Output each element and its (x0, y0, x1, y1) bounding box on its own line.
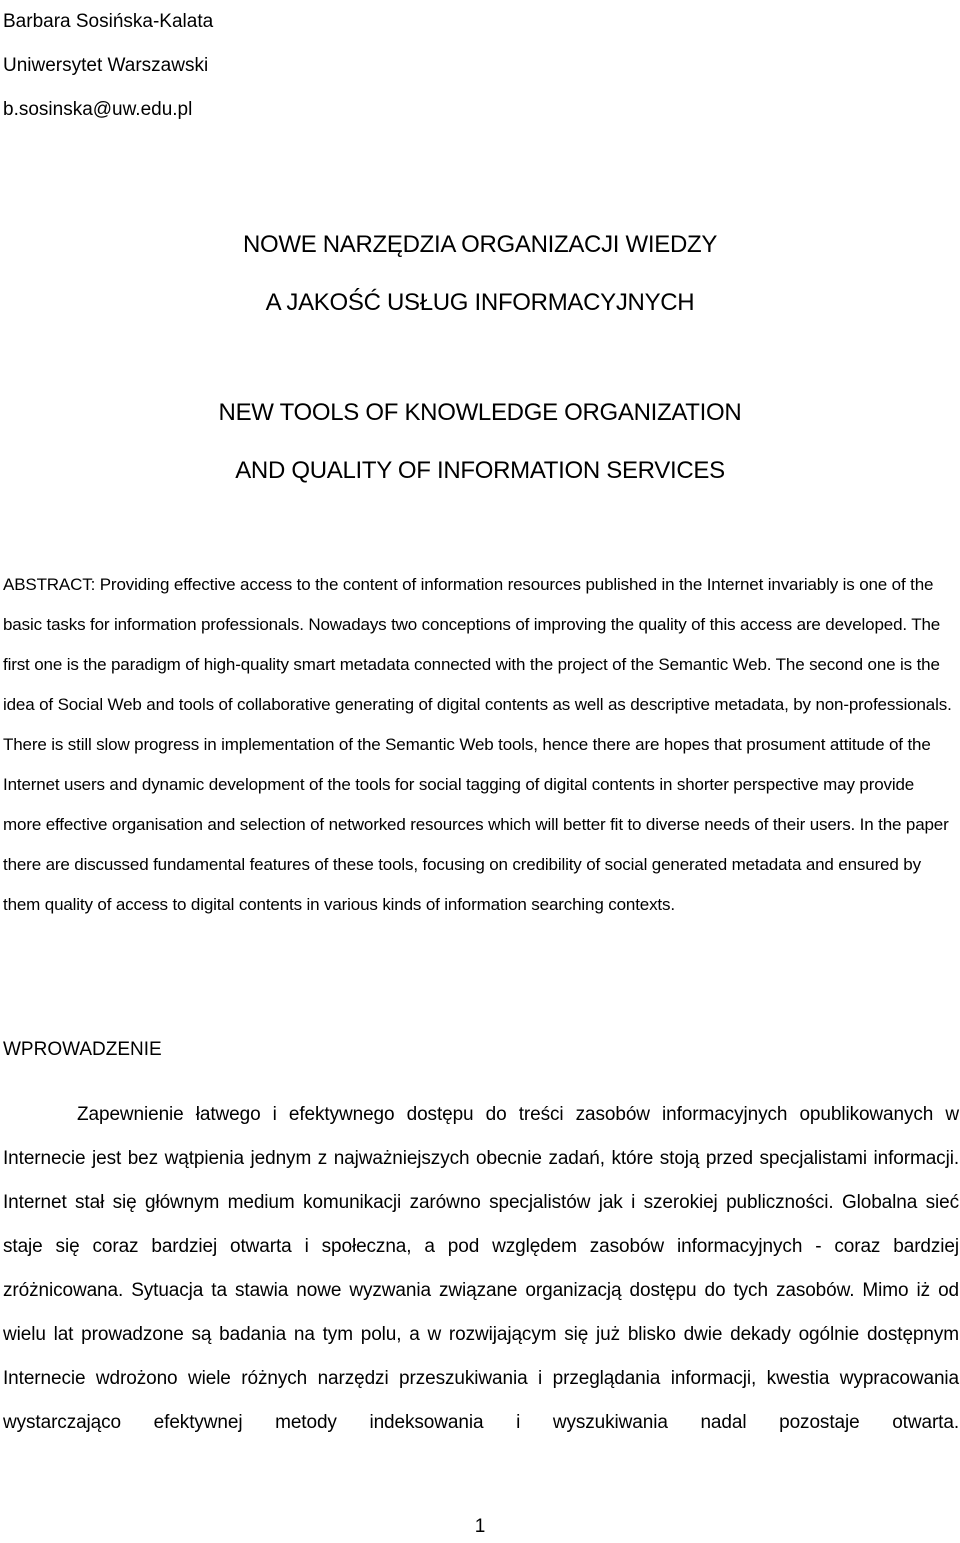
body-paragraph-text: Zapewnienie łatwego i efektywnego dostępu do treści zasobów informacyjnych opublikowanych w Internecie jest bez wątpienia jednym z najważniejszych obecnie zadań, które stoją przed specjalistami informacji. Internet stał się głównym medium komunikacji zarówno specjalistów jak i szerokiej publiczności. Globalna sieć staje się coraz bardziej otwarta i społeczna, a pod względem zasobów informacyjnych - coraz bardziej zróżnicowana. Sytuacja ta stawia nowe wyzwania związane organizacją dostępu do tych zasobów. Mimo iż od wielu lat prowadzone są badania na tym polu, a w rozwijającym się już blisko dwie dekady ogólnie dostępnym Internecie wdrożono wiele różnych narzędzi przeszukiwania i przeglądania informacji, kwestia wypracowania wystarczająco efektywnej metody indeksowania i wyszukiwania nadal pozostaje otwarta. (3, 1104, 959, 1433)
section-heading: WPROWADZENIE (3, 1039, 162, 1060)
body-paragraph (3, 1093, 959, 1445)
title-english-line-2: AND QUALITY OF INFORMATION SERVICES (235, 457, 725, 484)
title-polish-line-1: NOWE NARZĘDZIA ORGANIZACJI WIEDZY (242, 231, 718, 258)
abstract (3, 565, 953, 925)
author-block (3, 0, 213, 132)
author-affiliation: Uniwersytet Warszawski (3, 55, 209, 76)
author-name: Barbara Sosińska-Kalata (3, 11, 214, 32)
author-email: b.sosinska@uw.edu.pl (3, 99, 193, 120)
title-english-line-1: NEW TOOLS OF KNOWLEDGE ORGANIZATION (218, 399, 742, 426)
abstract-text: ABSTRACT: Providing effective access to the content of information resources published in the Internet invariably is one of the basic tasks for information professionals. Nowadays two conceptions of improving the quality of this access are developed. The first one is the paradigm of high-quality smart metadata connected with the project of the Semantic Web. The second one is the idea of Social Web and tools of collaborative generating of digital contents as well as descriptive metadata, by non-professionals. There is still slow progress in implementation of the Semantic Web tools, hence there are hopes that prosument attitude of the Internet users and dynamic development of the tools for social tagging of digital contents in shorter perspective may provide more effective organisation and selection of networked resources which will better fit to diverse needs of their users. In the paper there are discussed fundamental features of these tools, focusing on credibility of social generated metadata and ensured by them quality of access to digital contents in various kinds of information searching contexts. (3, 575, 952, 914)
title-polish-line-2: A JAKOŚĆ USŁUG INFORMACYJNYCH (265, 289, 695, 316)
title-english (0, 384, 960, 500)
title-polish (0, 216, 960, 332)
page-number: 1 (474, 1516, 486, 1537)
